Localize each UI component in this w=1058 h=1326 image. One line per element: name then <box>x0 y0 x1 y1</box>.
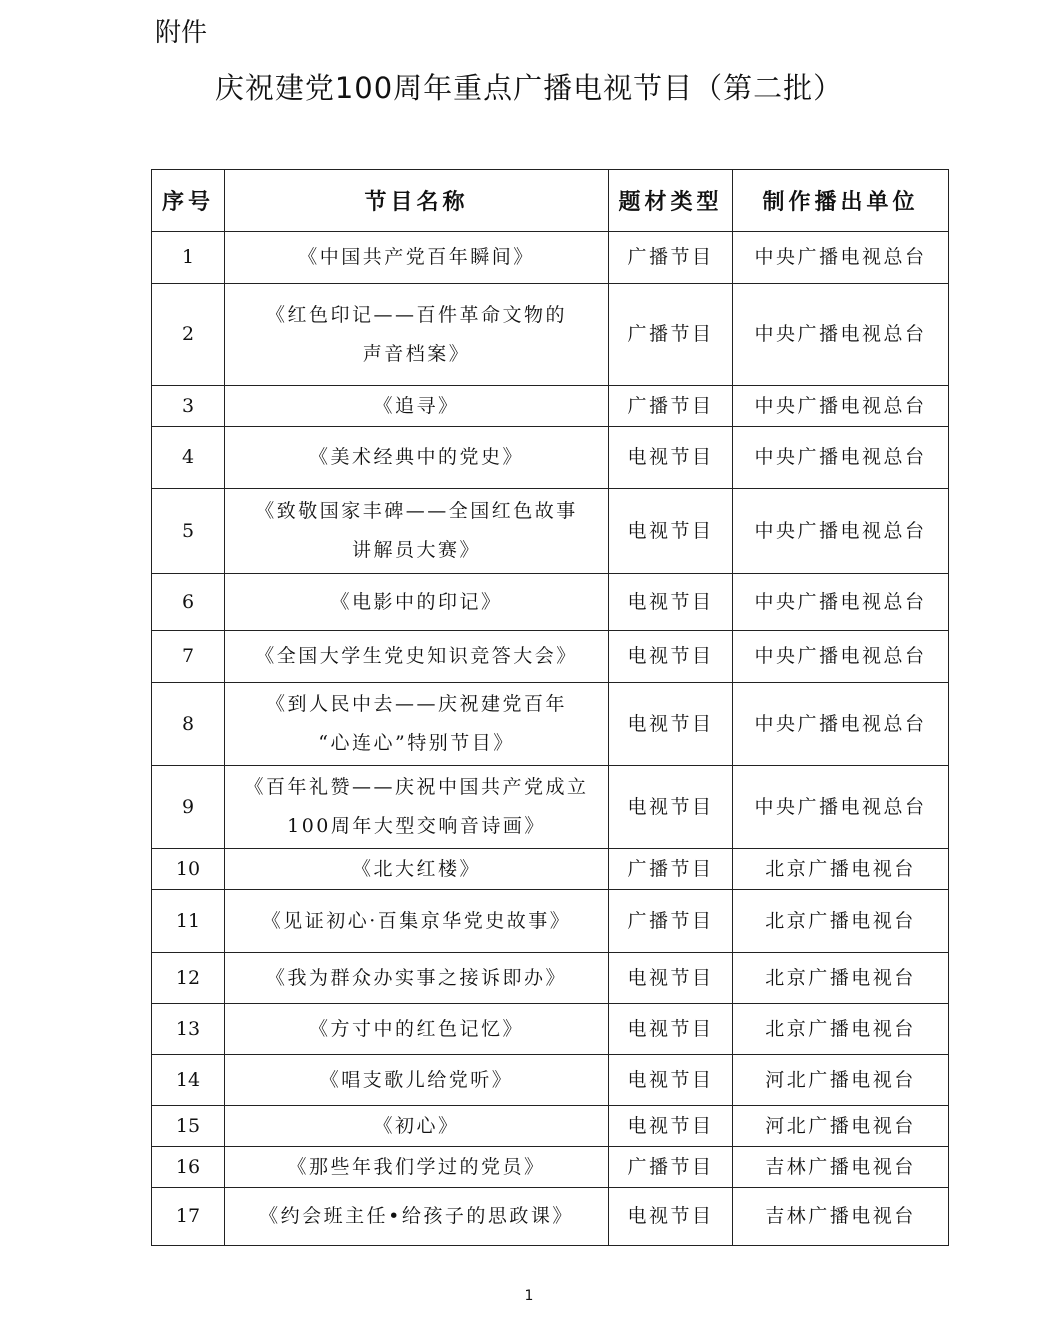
program-name-line: 《唱支歌儿给党听》 <box>319 1068 514 1091</box>
column-header-type: 题材类型 <box>609 170 733 232</box>
program-name-line: 《见证初心·百集京华党史故事》 <box>261 909 572 932</box>
cell-program-name <box>225 1188 609 1246</box>
cell-program-name <box>225 574 609 631</box>
cell-unit: 中央广播电视总台 <box>733 766 949 849</box>
program-name-line: “心连心”特别节目》 <box>318 732 515 754</box>
cell-type: 电视节目 <box>609 1188 733 1246</box>
table-row <box>152 1004 949 1055</box>
cell-number: 4 <box>152 427 225 489</box>
cell-unit: 北京广播电视台 <box>733 1004 949 1055</box>
table-header-row <box>152 170 949 232</box>
cell-unit: 中央广播电视总台 <box>733 574 949 631</box>
cell-program-name <box>225 232 609 284</box>
cell-program-name <box>225 284 609 386</box>
table-row <box>152 953 949 1004</box>
cell-program-name <box>225 953 609 1004</box>
cell-number: 17 <box>152 1188 225 1246</box>
program-name-line: 《我为群众办实事之接诉即办》 <box>265 966 567 989</box>
cell-unit: 北京广播电视台 <box>733 849 949 890</box>
cell-program-name <box>225 631 609 683</box>
table-row <box>152 574 949 631</box>
cell-number: 14 <box>152 1055 225 1106</box>
table-body <box>152 232 949 1246</box>
table-row <box>152 1055 949 1106</box>
cell-type: 广播节目 <box>609 849 733 890</box>
column-header-name: 节目名称 <box>225 170 609 232</box>
program-name-line: 《红色印记——百件革命文物的 <box>265 303 567 326</box>
table-row <box>152 683 949 766</box>
cell-unit: 北京广播电视台 <box>733 953 949 1004</box>
cell-program-name <box>225 427 609 489</box>
table-row <box>152 427 949 489</box>
table-row <box>152 489 949 574</box>
cell-number: 11 <box>152 890 225 953</box>
cell-unit: 河北广播电视台 <box>733 1055 949 1106</box>
cell-program-name <box>225 489 609 574</box>
table-row <box>152 890 949 953</box>
document-title: 庆祝建党100周年重点广播电视节目（第二批） <box>214 71 844 105</box>
table-row <box>152 386 949 427</box>
cell-type: 电视节目 <box>609 953 733 1004</box>
column-header-unit: 制作播出单位 <box>733 170 949 232</box>
program-name-line: 《追寻》 <box>373 394 460 417</box>
page-number: 1 <box>524 1288 534 1304</box>
cell-type: 电视节目 <box>609 1055 733 1106</box>
program-table <box>151 169 949 1246</box>
cell-program-name <box>225 890 609 953</box>
cell-number: 8 <box>152 683 225 766</box>
cell-type: 广播节目 <box>609 232 733 284</box>
cell-program-name <box>225 1055 609 1106</box>
cell-number: 1 <box>152 232 225 284</box>
table-row <box>152 1147 949 1188</box>
cell-number: 15 <box>152 1106 225 1147</box>
table-row <box>152 766 949 849</box>
cell-number: 13 <box>152 1004 225 1055</box>
cell-unit: 中央广播电视总台 <box>733 386 949 427</box>
cell-program-name <box>225 1106 609 1147</box>
program-name-line: 《初心》 <box>373 1114 460 1137</box>
table-row <box>152 631 949 683</box>
cell-type: 广播节目 <box>609 386 733 427</box>
program-name-line: 《百年礼赞——庆祝中国共产党成立 <box>244 776 589 798</box>
cell-unit: 中央广播电视总台 <box>733 683 949 766</box>
cell-program-name <box>225 1004 609 1055</box>
cell-unit: 中央广播电视总台 <box>733 284 949 386</box>
table-row <box>152 1188 949 1246</box>
cell-type: 电视节目 <box>609 1106 733 1147</box>
table-row <box>152 849 949 890</box>
table-row <box>152 284 949 386</box>
program-name-line: 100周年大型交响音诗画》 <box>287 815 546 837</box>
program-name-line: 《北大红楼》 <box>351 857 481 880</box>
table-row <box>152 232 949 284</box>
cell-program-name <box>225 683 609 766</box>
cell-type: 电视节目 <box>609 631 733 683</box>
cell-type: 广播节目 <box>609 890 733 953</box>
table-row <box>152 1106 949 1147</box>
cell-number: 9 <box>152 766 225 849</box>
program-name-line: 《约会班主任•给孩子的思政课》 <box>259 1205 574 1227</box>
cell-type: 电视节目 <box>609 574 733 631</box>
cell-number: 3 <box>152 386 225 427</box>
cell-program-name <box>225 386 609 427</box>
cell-program-name <box>225 1147 609 1188</box>
program-name-line: 讲解员大赛》 <box>351 539 481 561</box>
cell-type: 电视节目 <box>609 1004 733 1055</box>
program-name-line: 《方寸中的红色记忆》 <box>308 1017 524 1040</box>
program-name-line: 《电影中的印记》 <box>330 590 503 613</box>
cell-unit: 中央广播电视总台 <box>733 232 949 284</box>
cell-number: 5 <box>152 489 225 574</box>
cell-type: 电视节目 <box>609 427 733 489</box>
program-name-line: 《到人民中去——庆祝建党百年 <box>265 693 567 715</box>
program-name-line: 《致敬国家丰碑——全国红色故事 <box>255 500 578 522</box>
cell-program-name <box>225 766 609 849</box>
program-name-line: 《那些年我们学过的党员》 <box>287 1155 546 1178</box>
cell-number: 6 <box>152 574 225 631</box>
cell-unit: 北京广播电视台 <box>733 890 949 953</box>
cell-number: 10 <box>152 849 225 890</box>
cell-type: 电视节目 <box>609 766 733 849</box>
program-name-line: 声音档案》 <box>362 342 471 365</box>
cell-unit: 吉林广播电视台 <box>733 1188 949 1246</box>
cell-number: 16 <box>152 1147 225 1188</box>
cell-number: 12 <box>152 953 225 1004</box>
cell-number: 7 <box>152 631 225 683</box>
attachment-label: 附件 <box>155 18 208 48</box>
cell-unit: 吉林广播电视台 <box>733 1147 949 1188</box>
cell-type: 广播节目 <box>609 284 733 386</box>
cell-number: 2 <box>152 284 225 386</box>
column-header-number: 序号 <box>152 170 225 232</box>
cell-type: 广播节目 <box>609 1147 733 1188</box>
cell-unit: 中央广播电视总台 <box>733 489 949 574</box>
cell-program-name <box>225 849 609 890</box>
cell-unit: 中央广播电视总台 <box>733 427 949 489</box>
cell-type: 电视节目 <box>609 489 733 574</box>
program-name-line: 《中国共产党百年瞬间》 <box>298 246 535 268</box>
cell-type: 电视节目 <box>609 683 733 766</box>
cell-unit: 中央广播电视总台 <box>733 631 949 683</box>
program-name-line: 《全国大学生党史知识竞答大会》 <box>255 645 578 667</box>
cell-unit: 河北广播电视台 <box>733 1106 949 1147</box>
program-name-line: 《美术经典中的党史》 <box>308 446 524 468</box>
